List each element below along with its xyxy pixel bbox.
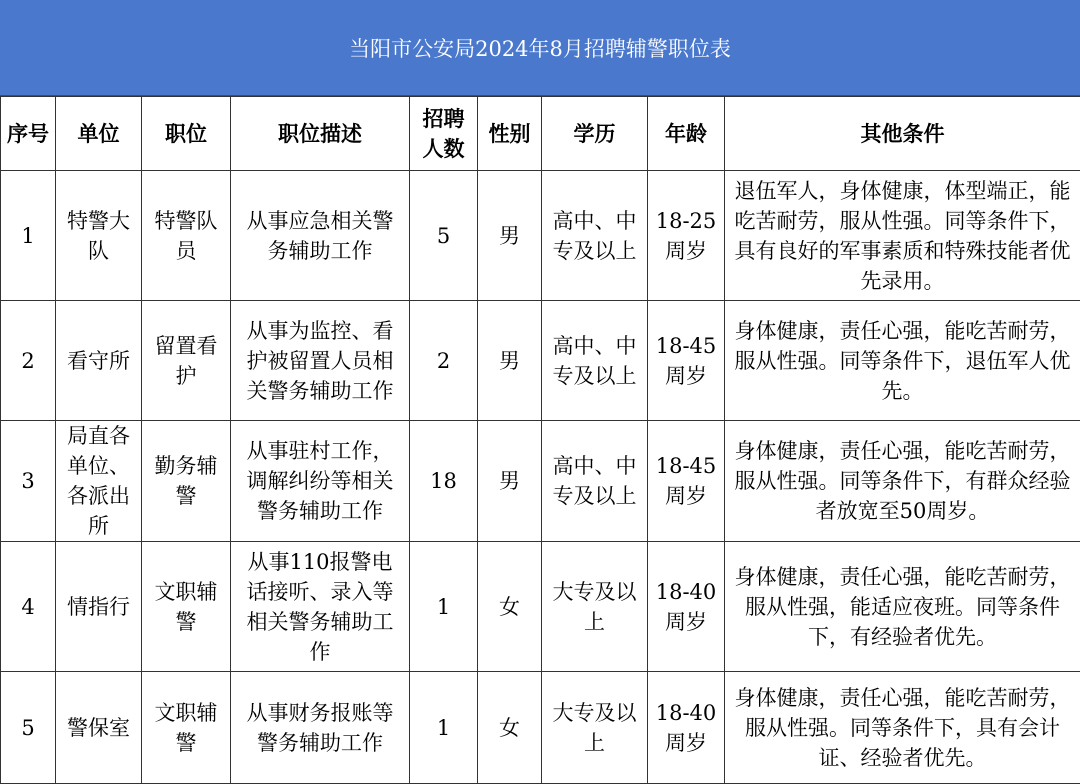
cell-gender: 男 — [478, 421, 542, 542]
cell-unit: 情指行 — [56, 542, 142, 672]
header-position: 职位 — [142, 97, 231, 171]
cell-description: 从事应急相关警务辅助工作 — [231, 171, 410, 301]
table-row — [1, 421, 1080, 542]
cell-count: 5 — [410, 171, 478, 301]
cell-no: 3 — [1, 421, 56, 542]
cell-position: 勤务辅警 — [142, 421, 231, 542]
cell-no: 4 — [1, 542, 56, 672]
cell-position: 文职辅警 — [142, 542, 231, 672]
cell-age: 18-40周岁 — [648, 672, 725, 784]
cell-education: 大专及以上 — [542, 542, 648, 672]
cell-description: 从事为监控、看护被留置人员相关警务辅助工作 — [231, 301, 410, 421]
positions-table — [0, 96, 1080, 784]
cell-other: 身体健康，责任心强，能吃苦耐劳，服从性强。同等条件下，具有会计证、经验者优先。 — [725, 672, 1080, 784]
cell-age: 18-40周岁 — [648, 542, 725, 672]
table-row — [1, 301, 1080, 421]
header-description: 职位描述 — [231, 97, 410, 171]
cell-age: 18-45周岁 — [648, 421, 725, 542]
cell-age: 18-25周岁 — [648, 171, 725, 301]
cell-count: 2 — [410, 301, 478, 421]
cell-other: 身体健康，责任心强，能吃苦耐劳，服从性强，能适应夜班。同等条件下，有经验者优先。 — [725, 542, 1080, 672]
cell-count: 18 — [410, 421, 478, 542]
cell-count: 1 — [410, 672, 478, 784]
cell-gender: 男 — [478, 301, 542, 421]
header-count: 招聘人数 — [410, 97, 478, 171]
cell-unit: 局直各单位、各派出所 — [56, 421, 142, 542]
cell-gender: 男 — [478, 171, 542, 301]
cell-description: 从事110报警电话接听、录入等相关警务辅助工作 — [231, 542, 410, 672]
table-row — [1, 171, 1080, 301]
cell-description: 从事驻村工作，调解纠纷等相关警务辅助工作 — [231, 421, 410, 542]
header-age: 年龄 — [648, 97, 725, 171]
table-row — [1, 542, 1080, 672]
cell-education: 大专及以上 — [542, 672, 648, 784]
cell-unit: 警保室 — [56, 672, 142, 784]
header-unit: 单位 — [56, 97, 142, 171]
cell-other: 身体健康，责任心强，能吃苦耐劳，服从性强。同等条件下，退伍军人优先。 — [725, 301, 1080, 421]
table-row — [1, 672, 1080, 784]
cell-education: 高中、中专及以上 — [542, 171, 648, 301]
header-no: 序号 — [1, 97, 56, 171]
cell-position: 文职辅警 — [142, 672, 231, 784]
header-education: 学历 — [542, 97, 648, 171]
cell-no: 1 — [1, 171, 56, 301]
cell-unit: 特警大队 — [56, 171, 142, 301]
cell-other: 身体健康，责任心强，能吃苦耐劳，服从性强。同等条件下，有群众经验者放宽至50周岁。 — [725, 421, 1080, 542]
cell-position: 特警队员 — [142, 171, 231, 301]
cell-gender: 女 — [478, 672, 542, 784]
cell-other: 退伍军人，身体健康，体型端正，能吃苦耐劳，服从性强。同等条件下，具有良好的军事素质和特殊技能者优先录用。 — [725, 171, 1080, 301]
cell-education: 高中、中专及以上 — [542, 421, 648, 542]
header-other: 其他条件 — [725, 97, 1080, 171]
cell-gender: 女 — [478, 542, 542, 672]
cell-description: 从事财务报账等警务辅助工作 — [231, 672, 410, 784]
cell-no: 5 — [1, 672, 56, 784]
cell-education: 高中、中专及以上 — [542, 301, 648, 421]
cell-unit: 看守所 — [56, 301, 142, 421]
cell-age: 18-45周岁 — [648, 301, 725, 421]
cell-no: 2 — [1, 301, 56, 421]
header-gender: 性别 — [478, 97, 542, 171]
cell-position: 留置看护 — [142, 301, 231, 421]
cell-count: 1 — [410, 542, 478, 672]
table-title: 当阳市公安局2024年8月招聘辅警职位表 — [0, 0, 1080, 96]
header-row — [1, 97, 1080, 171]
